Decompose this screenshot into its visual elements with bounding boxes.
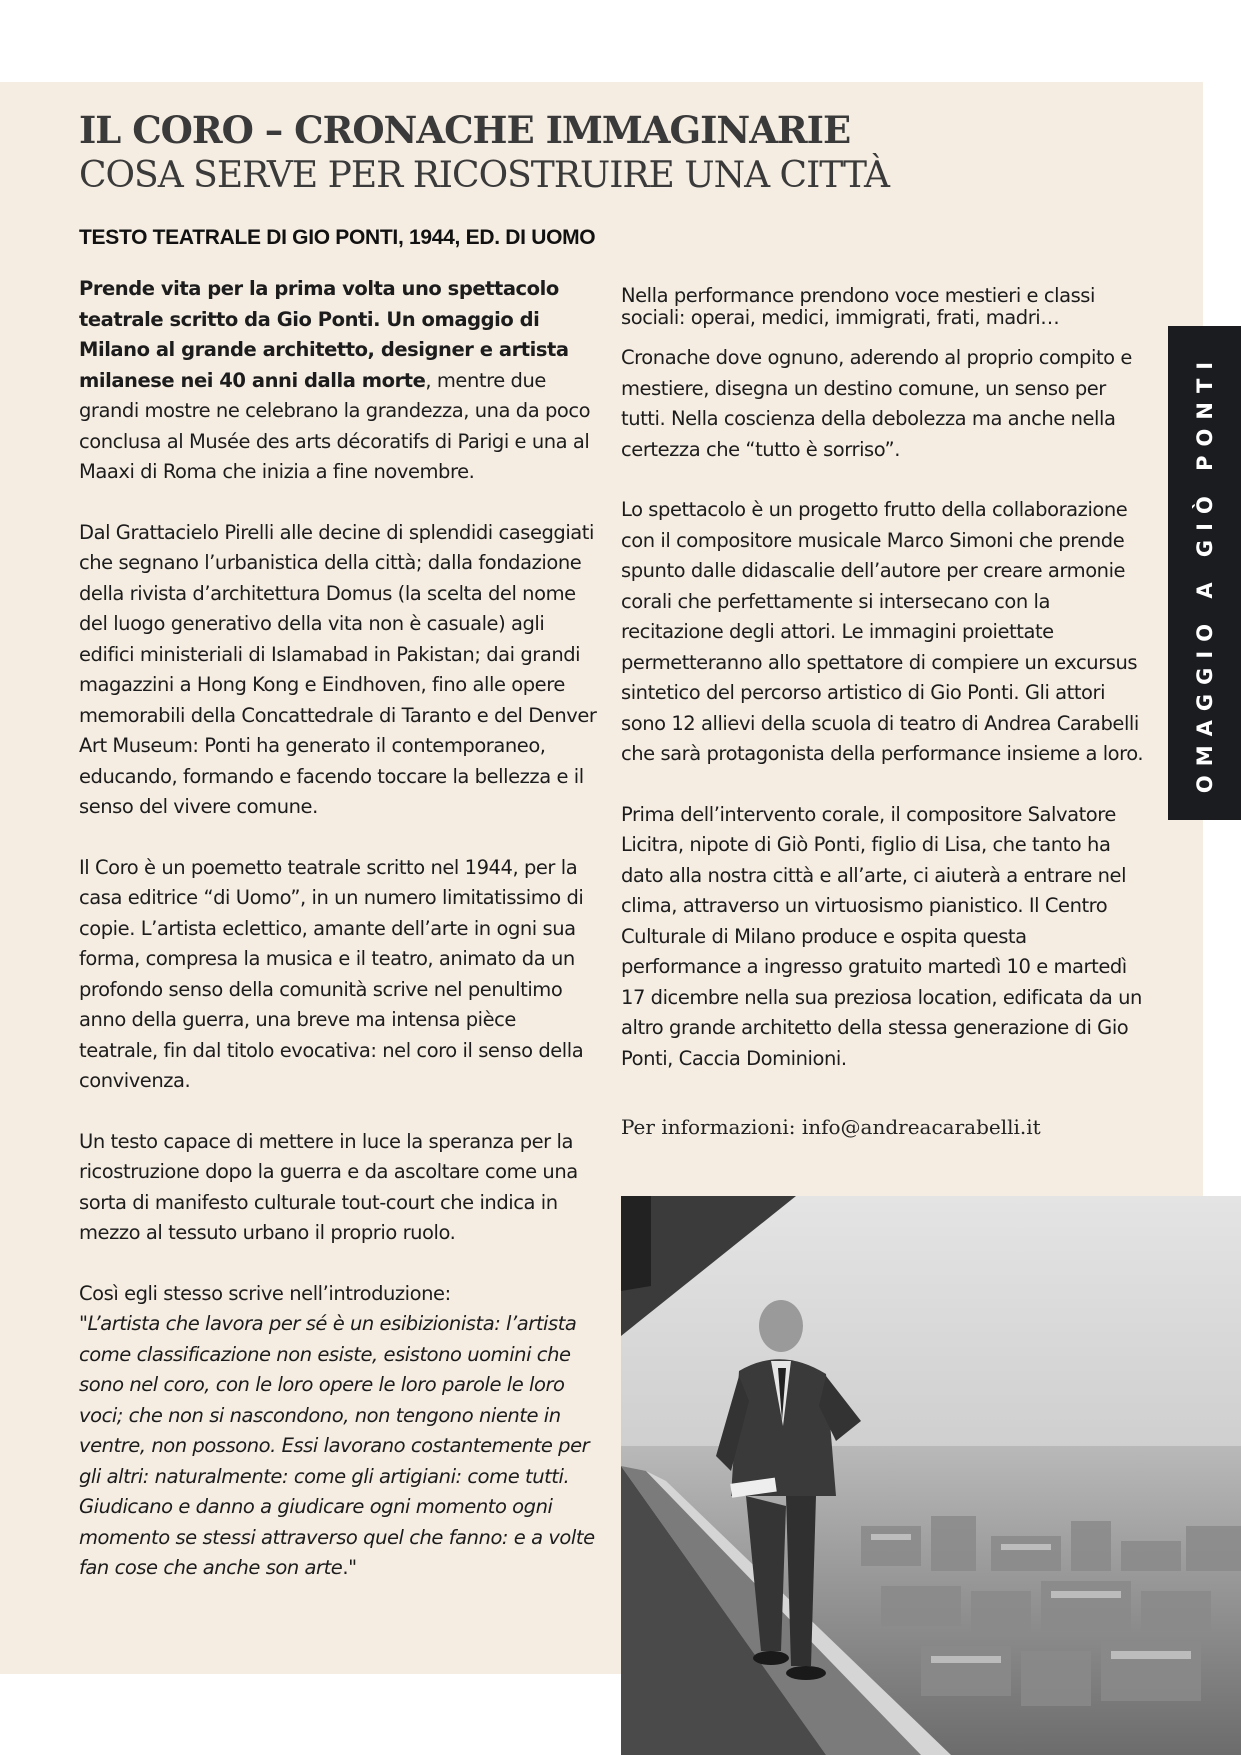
paragraph-intervento: Prima dell’intervento corale, il compositore Salvatore Licitra, nipote di Giò Ponti, figlio di Lisa, che tanto ha dato alla nostra città e all’arte, ci aiuterà a entrare nel clima, attraverso un virtuosismo pianistico. Il Centro Culturale di Milano produce e ospita questa performance a ingresso gratuito martedì 10 e martedì 17 dicembre nella sua preziosa location, edificata da un altro grande architetto della stessa generazione di Gio Ponti, Caccia Dominioni. [621,802,1142,1070]
page-title-secondary: COSA SERVE PER RICOSTRUIRE UNA CITTÀ [79,155,890,196]
contact-info: Per informazioni: info@andreacarabelli.it [621,1115,1041,1139]
gio-ponti-photo [621,1196,1241,1755]
page-title: IL CORO – CRONACHE IMMAGINARIE [79,108,851,152]
paragraph-cronache: Cronache dove ognuno, aderendo al proprio compito e mestiere, disegna un destino comune, un senso per tutti. Nella coscienza della debolezza ma anche nella certezza che “tutto è sorriso”. [621,346,1132,461]
intro-bold-text: Prende vita per la prima volta uno spettacolo teatrale scritto da Gio Ponti. Un omaggio di Milano al grande architetto, designer e artista milanese nei 40 anni dalla morte [79,277,569,392]
paragraph-buildings: Dal Grattacielo Pirelli alle decine di splendidi caseggiati che segnano l’urbanistica della città; dalla fondazione della rivista d’architettura Domus (la scelta del nome del luogo generativo della vita non è casuale) agli edifici ministeriali di Islamabad in Pakistan; dai grandi magazzini a Hong Kong e Eindhoven, fino alle opere memorabili della Concattedrale di Taranto e del Denver Art Museum: Ponti ha generato il contemporaneo, educando, formando e facendo toccare la bellezza e il senso del vivere comune. [79,520,597,818]
page-subtitle: TESTO TEATRALE DI GIO PONTI, 1944, ED. DI UOMO [79,226,596,249]
right-column [621,285,1146,1104]
paragraph-manifesto: Un testo capace di mettere in luce la speranza per la ricostruzione dopo la guerra e da ascoltare come una sorta di manifesto culturale tout-court che indica in mezzo al tessuto urbano il proprio ruolo. [79,1129,578,1244]
paragraph-il-coro: Il Coro è un poemetto teatrale scritto nel 1944, per la casa editrice “di Uomo”, in un numero limitatissimo di copie. L’artista eclettico, amante dell’arte in ogni sua forma, compresa la musica e il teatro, animato da un profondo senso della comunità scrive nel penultimo anno della guerra, una breve ma intensa pièce teatrale, fin dal titolo evocativa: nel coro il senso della convivenza. [79,855,584,1092]
paragraph-performance: Nella performance prendono voce mestieri e classi sociali: operai, medici, immigrati, frati, madri… [621,284,1095,329]
quote-text: L’artista che lavora per sé è un esibizionista: l’artista come classificazione non esiste, esistono uomini che sono nel coro, con le loro opere le loro parole le loro voci; che non si nascondono, non tengono niente in ventre, non possono. Essi lavorano costantemente per gli altri: naturalmente: come gli artigiani: come tutti. Giudicano e danno a giudicare ogni momento ogni momento se stessi attraverso quel che fanno: e a volte fan cose che anche son arte [79,1312,595,1579]
quote-intro: Così egli stesso scrive nell’introduzione: [79,1281,451,1305]
left-column [79,274,599,1614]
side-tab [1168,326,1241,820]
intro-paragraph [79,274,599,488]
side-tab-label: OMAGGIO A GIÒ PONTI [1192,352,1217,794]
quote-block [79,1279,599,1584]
photo-illustration [621,1196,1241,1755]
quote-close-mark: ." [342,1556,357,1579]
quote-open-mark: " [79,1312,88,1335]
paragraph-spettacolo: Lo spettacolo è un progetto frutto della collaborazione con il compositore musicale Marco Simoni che prende spunto dalle didascalie dell’autore per creare armonie corali che perfettamente si intersecano con la recitazione degli attori. Le immagini proiettate permetteranno allo spettatore di compiere un excursus sintetico del percorso artistico di Gio Ponti. Gli attori sono 12 allievi della scuola di teatro di Andrea Carabelli che sarà protagonista della performance insieme a loro. [621,498,1144,765]
intro-text: , mentre due grandi mostre ne celebrano la grandezza, una da poco conclusa al Musée des arts décoratifs di Parigi e una al Maaxi di Roma che inizia a fine novembre. [79,368,591,483]
